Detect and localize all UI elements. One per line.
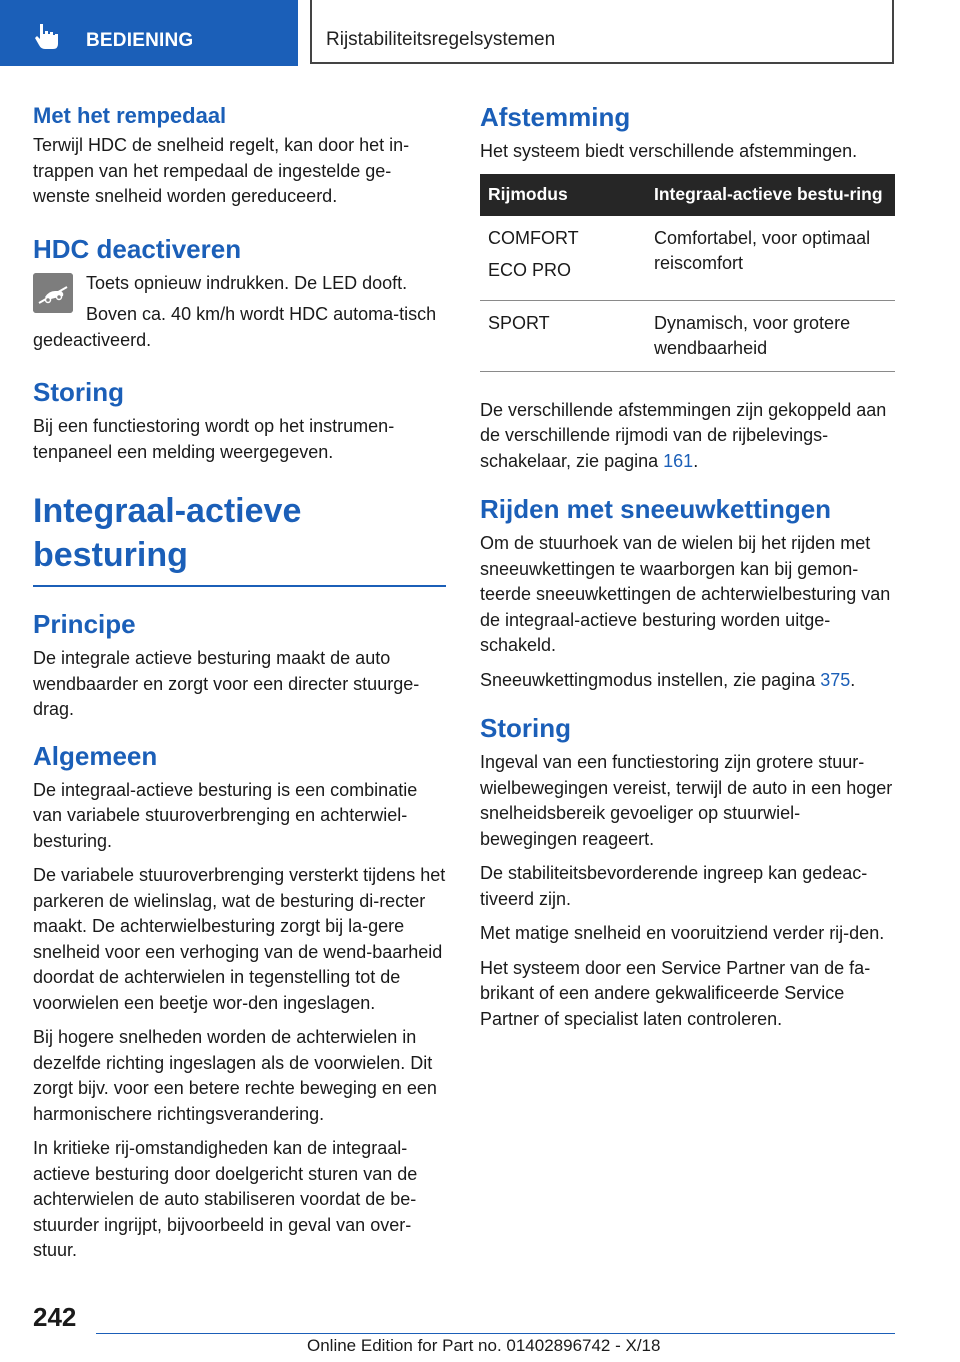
heading-hdc-deactiveren: HDC deactiveren <box>33 233 242 264</box>
heading-met-het-rempedaal: Met het rempedaal <box>33 103 227 128</box>
heading-storing-besturing: Storing <box>480 713 571 743</box>
afstemming-table <box>480 174 895 372</box>
heading-afstemming: Afstemming <box>480 102 631 132</box>
hand-pointer-icon <box>32 22 62 50</box>
table-cell <box>480 216 646 301</box>
paragraph: Toets opnieuw indrukken. De LED dooft. <box>86 272 408 293</box>
mode-label: SPORT <box>488 312 550 333</box>
table-header-row <box>480 174 895 216</box>
table-cell: Comfortabel, voor optimaal reiscomfort <box>646 216 895 301</box>
right-column <box>480 100 896 1041</box>
paragraph: De integrale actieve besturing maakt de auto wendbaarder en zorgt voor een directer stuurge-drag. <box>33 648 420 719</box>
page-link-161[interactable]: 161 <box>663 450 694 471</box>
paragraph: Met matige snelheid en vooruitziend verder rij-den. <box>480 923 885 943</box>
table-row <box>480 216 895 301</box>
paragraph: De verschillende afstemmingen zijn gekoppeld aan de verschillende rijmodi van de rijbelevings-schakelaar, zie pagina 161. <box>480 399 887 471</box>
page-link-375[interactable]: 375 <box>820 669 851 690</box>
paragraph: Ingeval van een functiestoring zijn grotere stuur-wielbewegingen vereist, terwijl de auto in een hoger snelheidsbereik gevoeliger op stuurwiel-bewegingen reageert. <box>480 752 893 849</box>
heading-rijden-met-sneeuwkettingen: Rijden met sneeuwkettingen <box>480 494 832 524</box>
paragraph: In kritieke rij-omstandigheden kan de integraal-actieve besturing door doelgericht sturen van de achterwielen de auto stabiliseren voordat de be-stuurder ingrijpt, bijvoorbeeld in geval van over-stuur. <box>33 1138 418 1260</box>
paragraph: Sneeuwkettingmodus instellen, zie pagina 375. <box>480 669 856 690</box>
table-header-cell: Integraal-actieve bestu-ring <box>646 174 895 216</box>
hdc-button-icon <box>33 273 73 313</box>
paragraph: Terwijl HDC de snelheid regelt, kan door het in-trappen van het rempedaal de ingestelde ge-wenste snelheid worden gereduceerd. <box>33 135 410 206</box>
heading-algemeen: Algemeen <box>33 740 158 771</box>
paragraph: Om de stuurhoek van de wielen bij het rijden met sneeuwkettingen te waarborgen kan bij gemon-teerde sneeuwkettingen de achterwielbesturing van de integraal-actieve besturing worden uitge-schakeld. <box>480 533 891 655</box>
table-cell: Dynamisch, voor grotere wendbaarheid <box>646 300 895 371</box>
heading-integraal-actieve-besturing: Integraal-actieve besturing <box>33 489 446 587</box>
paragraph: Bij een functiestoring wordt op het instrumen-tenpaneel een melding weergegeven. <box>33 416 395 462</box>
chapter-title: Rijstabiliteitsregelsystemen <box>326 29 556 50</box>
footer-divider <box>96 1333 895 1334</box>
paragraph: Het systeem biedt verschillende afstemmingen. <box>480 141 858 161</box>
paragraph: De variabele stuuroverbrenging versterkt tijdens het parkeren de wielinslag, wat de besturing di-recter maakt. De achterwielbesturing zorgt bij la-gere snelheid voor een verhoging van de wend-baarheid doordat de achterwielen in tegenstelling tot de voorwielen een beetje wor-den ingeslagen. <box>33 865 446 1013</box>
paragraph: Het systeem door een Service Partner van de fa-brikant of een andere gekwalificeerde Service Partner of specialist laten controleren. <box>480 957 871 1029</box>
hdc-instruction <box>33 271 446 297</box>
mode-label: COMFORT <box>488 227 579 248</box>
table-header-cell: Rijmodus <box>480 174 646 216</box>
heading-principe: Principe <box>33 609 136 639</box>
table-cell <box>480 300 646 371</box>
paragraph: De stabiliteitsbevorderende ingreep kan gedeac-tiveerd zijn. <box>480 863 868 909</box>
heading-storing: Storing <box>33 377 124 407</box>
table-row <box>480 300 895 371</box>
section-tab[interactable] <box>0 0 298 66</box>
left-column <box>33 100 446 1273</box>
chapter-header <box>310 0 894 64</box>
paragraph-text: De verschillende afstemmingen zijn gekoppeld aan de verschillende rijmodi van de rijbelevings-schakelaar, zie pagina <box>480 399 887 471</box>
paragraph-text: Sneeuwkettingmodus instellen, zie pagina <box>480 669 816 690</box>
footer-edition: Online Edition for Part no. 01402896742 - X/18 <box>307 1336 661 1355</box>
page-number: 242 <box>33 1302 77 1332</box>
paragraph: De integraal-actieve besturing is een combinatie van variabele stuuroverbrenging en achterwiel-besturing. <box>33 779 418 851</box>
mode-label: ECO PRO <box>488 259 572 280</box>
paragraph: Boven ca. 40 km/h wordt HDC automa-tisch gedeactiveerd. <box>33 304 437 350</box>
paragraph: Bij hogere snelheden worden de achterwielen in dezelfde richting ingeslagen als de voorwielen. Dit zorgt bijv. voor een betere rechte beweging en een harmonischere richtingsverandering. <box>33 1027 437 1124</box>
section-label: BEDIENING <box>86 30 194 51</box>
